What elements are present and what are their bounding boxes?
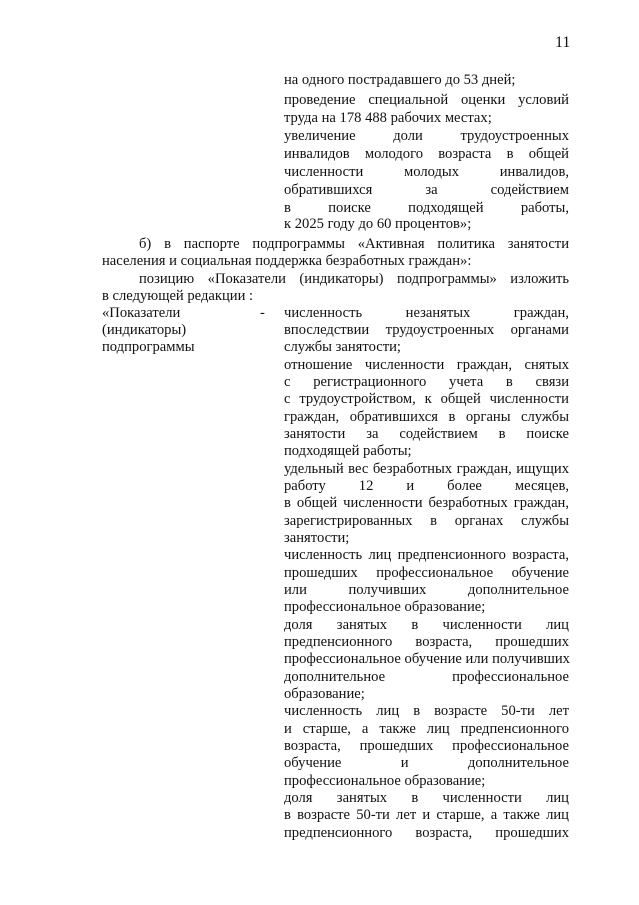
indicator-line: прошедших профессиональное обучение bbox=[284, 565, 569, 581]
indicator-line: доля занятых в численности лиц bbox=[284, 617, 569, 633]
paragraph-line: б) в паспорте подпрограммы «Активная политика занятости bbox=[139, 236, 569, 252]
page-number: 11 bbox=[555, 34, 571, 51]
paragraph-line: населения и социальная поддержка безработных граждан»: bbox=[102, 253, 472, 269]
text-line: численности молодых инвалидов, bbox=[284, 164, 569, 180]
indicator-line: граждан, обратившихся в органы службы bbox=[284, 409, 569, 425]
indicator-line: образование; bbox=[284, 686, 365, 702]
indicator-line: предпенсионного возраста, прошедших bbox=[284, 825, 569, 841]
indicator-line: занятости; bbox=[284, 530, 350, 546]
indicator-line: обучение и дополнительное bbox=[284, 755, 569, 771]
indicator-line: впоследствии трудоустроенных органами bbox=[284, 322, 569, 338]
paragraph-line: в следующей редакции : bbox=[102, 288, 254, 304]
text-line: труда на 178 488 рабочих местах; bbox=[284, 110, 492, 126]
indicator-line: дополнительное профессиональное bbox=[284, 669, 569, 685]
text-line: инвалидов молодого возраста в общей bbox=[284, 146, 569, 162]
indicator-line: с регистрационного учета в связи bbox=[284, 374, 569, 390]
text-line: к 2025 году до 60 процентов»; bbox=[284, 216, 472, 232]
indicator-line: занятости за содействием в поиске bbox=[284, 426, 569, 442]
indicator-line: зарегистрированных в органах службы bbox=[284, 513, 569, 529]
indicator-line: или получивших дополнительное bbox=[284, 582, 569, 598]
indicator-line: доля занятых в численности лиц bbox=[284, 790, 569, 806]
indicator-line: профессиональное образование; bbox=[284, 773, 486, 789]
indicator-line: работу 12 и более месяцев, bbox=[284, 478, 569, 494]
indicator-line: в возрасте 50-ти лет и старше, а также лиц bbox=[284, 807, 569, 823]
indicator-line: подходящей работы; bbox=[284, 443, 412, 459]
table-label: (индикаторы) bbox=[102, 322, 187, 338]
indicator-line: отношение численности граждан, снятых bbox=[284, 357, 569, 373]
text-line: обратившихся за содействием bbox=[284, 182, 569, 198]
indicator-line: удельный вес безработных граждан, ищущих bbox=[284, 461, 569, 477]
text-line: на одного пострадавшего до 53 дней; bbox=[284, 72, 516, 88]
indicator-line: профессиональное обучение или получивших bbox=[284, 651, 570, 667]
indicator-line: с трудоустройством, к общей численности bbox=[284, 391, 569, 407]
indicator-line: в общей численности безработных граждан, bbox=[284, 495, 569, 511]
table-dash: - bbox=[260, 305, 265, 321]
indicator-line: службы занятости; bbox=[284, 339, 401, 355]
indicator-line: возраста, прошедших профессиональное bbox=[284, 738, 569, 754]
indicator-line: и старше, а также лиц предпенсионного bbox=[284, 721, 569, 737]
text-line: проведение специальной оценки условий bbox=[284, 92, 569, 108]
table-label: подпрограммы bbox=[102, 339, 195, 355]
text-line: в поиске подходящей работы, bbox=[284, 200, 569, 216]
table-label: «Показатели bbox=[102, 305, 181, 321]
paragraph-line: позицию «Показатели (индикаторы) подпрограммы» изложить bbox=[139, 271, 569, 287]
indicator-line: предпенсионного возраста, прошедших bbox=[284, 634, 569, 650]
indicator-line: численность лиц предпенсионного возраста, bbox=[284, 547, 569, 563]
indicator-line: численность лиц в возрасте 50-ти лет bbox=[284, 703, 569, 719]
indicator-line: численность незанятых граждан, bbox=[284, 305, 569, 321]
indicator-line: профессиональное образование; bbox=[284, 599, 486, 615]
text-line: увеличение доли трудоустроенных bbox=[284, 128, 569, 144]
